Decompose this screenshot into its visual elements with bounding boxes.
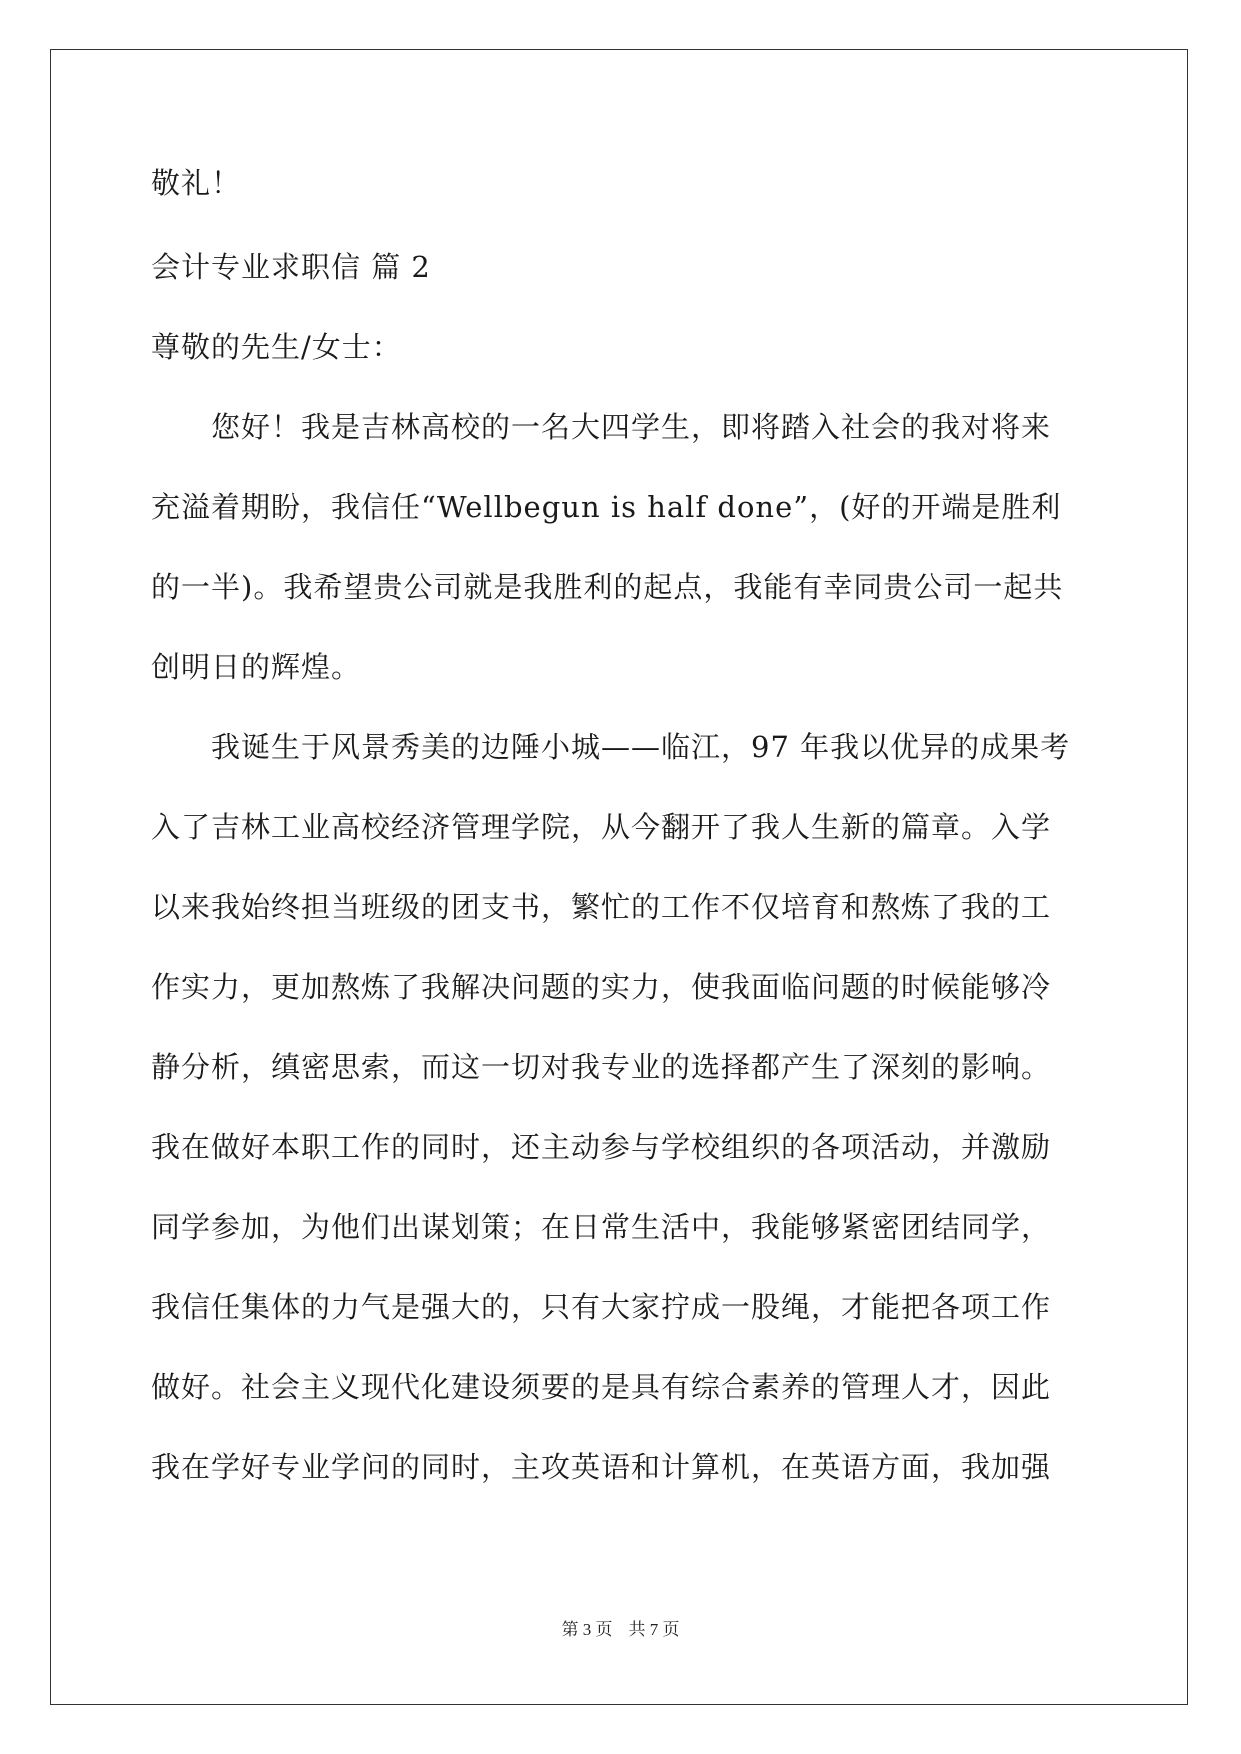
page-number-current: 第 3 页: [561, 1620, 613, 1639]
paragraph-line: 我信任集体的力气是强大的，只有大家拧成一股绳，才能把各项工作: [151, 1290, 1052, 1324]
document-body: [151, 163, 1091, 1527]
paragraph-line: 入了吉林工业高校经济管理学院，从今翻开了我人生新的篇章。入学: [151, 810, 1052, 844]
page-footer: [0, 1615, 1241, 1640]
paragraph-line: 您好！我是吉林高校的一名大四学生，即将踏入社会的我对将来: [151, 410, 1052, 444]
section-title: 会计专业求职信 篇 2: [151, 250, 431, 284]
paragraph-line: 的一半)。我希望贵公司就是我胜利的起点，我能有幸同贵公司一起共: [151, 570, 1064, 604]
paragraph-line: 充溢着期盼，我信任“Wellbegun is half done”，(好的开端是胜利: [151, 490, 1062, 524]
paragraph-line: 创明日的辉煌。: [151, 650, 362, 684]
paragraph-line: 静分析，缜密思索，而这一切对我专业的选择都产生了深刻的影响。: [151, 1050, 1052, 1084]
paragraph-line: 做好。社会主义现代化建设须要的是具有综合素养的管理人才，因此: [151, 1370, 1052, 1404]
paragraph-line: 我在学好专业学问的同时，主攻英语和计算机，在英语方面，我加强: [151, 1450, 1052, 1484]
paragraph-line: 我诞生于风景秀美的边陲小城——临江，97 年我以优异的成果考: [151, 730, 1071, 764]
salutation: 尊敬的先生/女士：: [151, 330, 402, 364]
page-number-total: 共 7 页: [628, 1620, 680, 1639]
paragraph-line: 我在做好本职工作的同时，还主动参与学校组织的各项活动，并激励: [151, 1130, 1052, 1164]
paragraph-line: 以来我始终担当班级的团支书，繁忙的工作不仅培育和熬炼了我的工: [151, 890, 1052, 924]
paragraph-line: 作实力，更加熬炼了我解决问题的实力，使我面临问题的时候能够冷: [151, 970, 1052, 1004]
paragraph-line: 同学参加，为他们出谋划策；在日常生活中，我能够紧密团结同学，: [151, 1210, 1052, 1244]
closing-line: 敬礼！: [151, 166, 242, 200]
